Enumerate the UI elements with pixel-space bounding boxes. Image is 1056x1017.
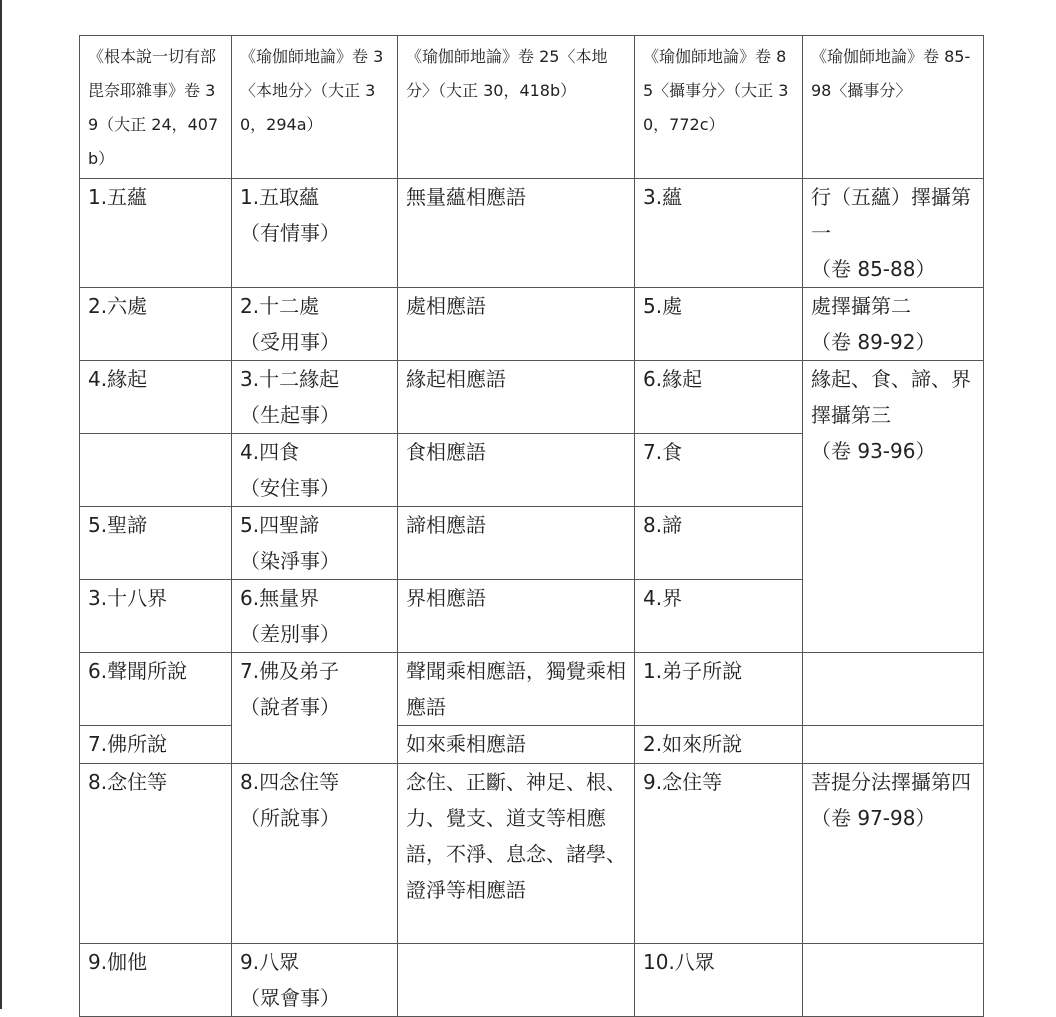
table-cell: 6.緣起 <box>635 361 803 434</box>
header-cell: 《瑜伽師地論》卷 25〈本地分〉（大正 30，418b） <box>398 36 635 179</box>
table-cell: 2.六處 <box>80 288 232 361</box>
table-cell: 緣起相應語 <box>398 361 635 434</box>
table-row <box>80 726 984 764</box>
header-cell: 《瑜伽師地論》卷 3〈本地分〉（大正 30，294a） <box>232 36 398 179</box>
table-cell: 處相應語 <box>398 288 635 361</box>
cell-line: 1.五取蘊 <box>240 185 320 209</box>
cell-subline: （所說事） <box>240 806 340 830</box>
table-cell: 8.諦 <box>635 507 803 580</box>
table-cell <box>803 179 984 288</box>
table-cell <box>232 653 398 764</box>
header-cell: 《根本說一切有部毘奈耶雜事》卷 39（大正 24，407b） <box>80 36 232 179</box>
table-cell <box>803 653 984 726</box>
table-cell <box>232 179 398 288</box>
table-row <box>80 361 984 434</box>
table-cell: 如來乘相應語 <box>398 726 635 764</box>
table-cell: 4.界 <box>635 580 803 653</box>
cell-subline: （染淨事） <box>240 549 340 573</box>
table-cell <box>803 726 984 764</box>
table-cell <box>398 944 635 1017</box>
cell-subline: （卷 97-98） <box>811 806 936 830</box>
table-cell: 念住、正斷、神足、根、力、覺支、道支等相應語，不淨、息念、諸學、證淨等相應語 <box>398 764 635 944</box>
header-cell: 《瑜伽師地論》卷 85〈攝事分〉（大正 30，772c） <box>635 36 803 179</box>
table-cell: 8.念住等 <box>80 764 232 944</box>
cell-subline: （安住事） <box>240 476 340 500</box>
table-cell <box>232 580 398 653</box>
cell-line: 緣起、食、諦、界擇攝第三 <box>811 367 971 427</box>
table-cell <box>232 764 398 944</box>
cell-subline: （卷 93-96） <box>811 439 936 463</box>
table-cell <box>232 361 398 434</box>
table-cell <box>80 434 232 507</box>
table-cell: 2.如來所說 <box>635 726 803 764</box>
table-cell: 聲聞乘相應語，獨覺乘相應語 <box>398 653 635 726</box>
cell-line: 8.四念住等 <box>240 770 340 794</box>
table-cell <box>232 944 398 1017</box>
table-row <box>80 653 984 726</box>
cell-line: 6.無量界 <box>240 586 320 610</box>
cell-subline: （受用事） <box>240 330 340 354</box>
table-cell: 3.十八界 <box>80 580 232 653</box>
table-row <box>80 944 984 1017</box>
cell-subline: （有情事） <box>240 221 340 245</box>
cell-subline: （眾會事） <box>240 986 340 1010</box>
cell-line: 2.十二處 <box>240 294 320 318</box>
table-row <box>80 179 984 288</box>
cell-line: 5.四聖諦 <box>240 513 320 537</box>
table-cell: 6.聲聞所說 <box>80 653 232 726</box>
table-cell: 5.聖諦 <box>80 507 232 580</box>
cell-line: 行（五蘊）擇攝第一 <box>811 185 971 245</box>
table-cell: 1.五蘊 <box>80 179 232 288</box>
cell-line: 9.八眾 <box>240 950 300 974</box>
table-cell: 食相應語 <box>398 434 635 507</box>
table-cell: 界相應語 <box>398 580 635 653</box>
cell-line: 7.佛及弟子 <box>240 659 340 683</box>
page-left-edge <box>0 0 2 1009</box>
cell-subline: （卷 89-92） <box>811 330 936 354</box>
table-cell: 7.食 <box>635 434 803 507</box>
table-cell: 5.處 <box>635 288 803 361</box>
table-cell: 1.弟子所說 <box>635 653 803 726</box>
table-cell: 10.八眾 <box>635 944 803 1017</box>
header-cell: 《瑜伽師地論》卷 85-98〈攝事分〉 <box>803 36 984 179</box>
table-cell <box>803 944 984 1017</box>
table-cell: 7.佛所說 <box>80 726 232 764</box>
table-cell: 無量蘊相應語 <box>398 179 635 288</box>
table-cell: 9.念住等 <box>635 764 803 944</box>
table-cell <box>803 288 984 361</box>
table-cell <box>232 288 398 361</box>
table-row <box>80 764 984 944</box>
cell-subline: （差別事） <box>240 622 340 646</box>
cell-subline: （卷 85-88） <box>811 257 936 281</box>
cell-line: 4.四食 <box>240 440 300 464</box>
cell-subline: （生起事） <box>240 403 340 427</box>
table-row <box>80 288 984 361</box>
table-cell <box>803 764 984 944</box>
table-cell: 9.伽他 <box>80 944 232 1017</box>
cell-line: 3.十二緣起 <box>240 367 340 391</box>
table-cell <box>803 361 984 653</box>
table-cell: 諦相應語 <box>398 507 635 580</box>
cell-subline: （說者事） <box>240 695 340 719</box>
table-cell: 3.蘊 <box>635 179 803 288</box>
table-cell: 4.緣起 <box>80 361 232 434</box>
table-cell <box>232 507 398 580</box>
table-header-row <box>80 36 984 179</box>
table-cell <box>232 434 398 507</box>
comparison-table <box>79 35 984 1017</box>
cell-line: 菩提分法擇攝第四 <box>811 770 971 794</box>
cell-line: 處擇攝第二 <box>811 294 911 318</box>
